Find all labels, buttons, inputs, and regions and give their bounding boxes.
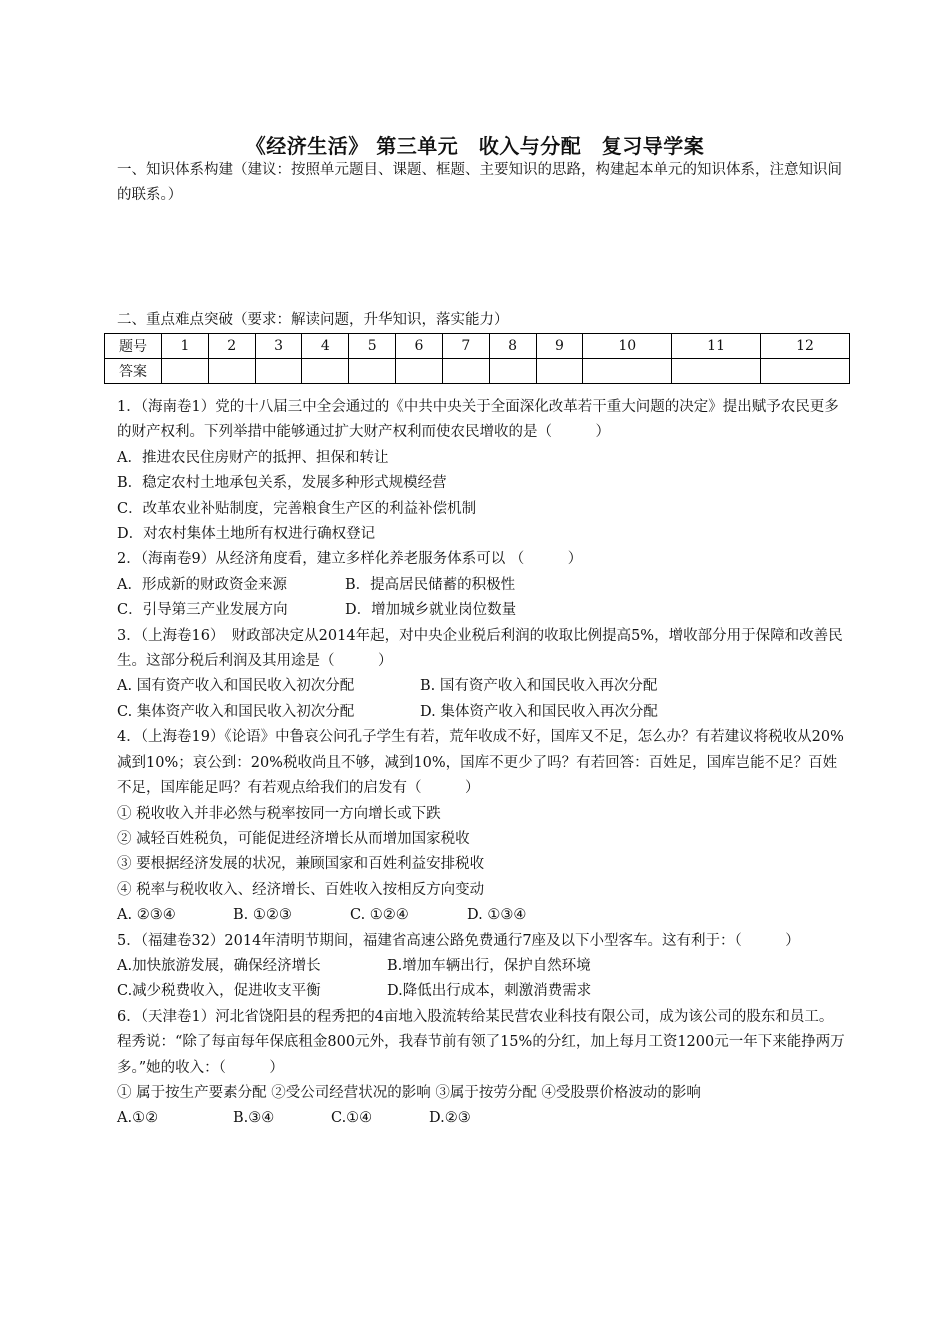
question-number-cell: 5 bbox=[349, 334, 396, 359]
questions bbox=[117, 395, 845, 1132]
question-2-option: B．提高居民储蓄的积极性 bbox=[345, 576, 516, 593]
question-3-option: D. 集体资产收入和国民收入再次分配 bbox=[420, 703, 658, 720]
question-4-choice: A. ②③④ bbox=[117, 907, 176, 924]
question-6-choice: C.①④ bbox=[331, 1110, 373, 1127]
question-2-options-row bbox=[117, 598, 845, 623]
question-number-cell: 6 bbox=[396, 334, 443, 359]
question-1-stem: 1．（海南卷1）党的十八届三中全会通过的《中共中央关于全面深化改革若干重大问题的决定》提出赋予农民更多的财产权利。下列举措中能够通过扩大财产权利而使农民增收的是（ ） bbox=[117, 399, 839, 441]
question-4-choice: C. ①②④ bbox=[350, 907, 409, 924]
question-5-option: C.减少税费收入，促进收支平衡 bbox=[117, 983, 321, 1000]
question-1-option: C．改革农业补贴制度，完善粮食生产区的利益补偿机制 bbox=[117, 500, 477, 517]
answer-cell[interactable] bbox=[302, 359, 349, 384]
question-number-cell: 7 bbox=[442, 334, 489, 359]
answer-cell[interactable] bbox=[536, 359, 583, 384]
question-4-statement: ④ 税率与税收收入、经济增长、百姓收入按相反方向变动 bbox=[117, 881, 485, 898]
question-5-options-row bbox=[117, 954, 845, 979]
question-number-label: 题号 bbox=[105, 334, 162, 359]
answer-table-answer-row bbox=[105, 359, 850, 384]
answer-table-number-row bbox=[105, 334, 850, 359]
answer-cell[interactable] bbox=[672, 359, 761, 384]
question-2-option: A．形成新的财政资金来源 bbox=[117, 576, 287, 593]
question-4-choices bbox=[117, 903, 845, 928]
answer-cell[interactable] bbox=[349, 359, 396, 384]
answer-cell[interactable] bbox=[761, 359, 850, 384]
answer-label: 答案 bbox=[105, 359, 162, 384]
question-2-options-row bbox=[117, 573, 845, 598]
question-2-option: D．增加城乡就业岗位数量 bbox=[345, 602, 517, 619]
question-3-option: B. 国有资产收入和国民收入再次分配 bbox=[420, 678, 658, 695]
question-4-choice: B. ①②③ bbox=[233, 907, 292, 924]
question-5-option: D.降低出行成本，刺激消费需求 bbox=[387, 983, 592, 1000]
question-number-cell: 10 bbox=[583, 334, 672, 359]
answer-cell[interactable] bbox=[208, 359, 255, 384]
answer-cell[interactable] bbox=[162, 359, 209, 384]
question-6-stem: 6．（天津卷1）河北省饶阳县的程秀把的4亩地入股流转给某民营农业科技有限公司，成为该公司的股东和员工。程秀说：“除了每亩每年保底租金800元外，我春节前有领了15%的分红，加上每月工资1200元一年下来能挣两万多。”她的收入：（ ） bbox=[117, 1008, 845, 1076]
answer-cell[interactable] bbox=[255, 359, 302, 384]
answer-cell[interactable] bbox=[489, 359, 536, 384]
question-number-cell: 9 bbox=[536, 334, 583, 359]
question-3-options-row bbox=[117, 674, 845, 699]
question-4-choice: D. ①③④ bbox=[467, 907, 527, 924]
section-knowledge-system: 一、知识体系构建（建议：按照单元题目、课题、框题、主要知识的思路，构建起本单元的知识体系，注意知识间的联系。） bbox=[117, 162, 842, 203]
question-number-cell: 4 bbox=[302, 334, 349, 359]
question-6-choice: B.③④ bbox=[233, 1110, 275, 1127]
question-1-option: B．稳定农村土地承包关系，发展多种形式规模经营 bbox=[117, 475, 447, 492]
question-1-option: D．对农村集体土地所有权进行确权登记 bbox=[117, 526, 376, 543]
question-number-cell: 11 bbox=[672, 334, 761, 359]
question-3-stem: 3．（上海卷16） 财政部决定从2014年起，对中央企业税后利润的收取比例提高5%，增收部分用于保障和改善民生。这部分税后利润及其用途是（ ） bbox=[117, 627, 843, 670]
question-6-choice: A.①② bbox=[117, 1110, 159, 1127]
question-5-option: A.加快旅游发展，确保经济增长 bbox=[117, 957, 321, 974]
answer-table bbox=[104, 333, 850, 384]
question-3-options-row bbox=[117, 700, 845, 725]
answer-cell[interactable] bbox=[442, 359, 489, 384]
question-number-cell: 3 bbox=[255, 334, 302, 359]
question-number-cell: 1 bbox=[162, 334, 209, 359]
question-number-cell: 12 bbox=[761, 334, 850, 359]
question-number-cell: 2 bbox=[208, 334, 255, 359]
question-4-statement: ① 税收收入并非必然与税率按同一方向增长或下跌 bbox=[117, 805, 441, 822]
question-5-options-row bbox=[117, 979, 845, 1004]
question-3-option: A. 国有资产收入和国民收入初次分配 bbox=[117, 678, 355, 695]
question-5-option: B.增加车辆出行，保护自然环境 bbox=[387, 957, 591, 974]
question-3-option: C. 集体资产收入和国民收入初次分配 bbox=[117, 703, 355, 720]
question-1-option: A．推进农民住房财产的抵押、担保和转让 bbox=[117, 449, 389, 466]
question-6-choices bbox=[117, 1106, 845, 1131]
document-title: 《经济生活》 第三单元 收入与分配 复习导学案 bbox=[245, 134, 705, 158]
question-6-statement: ① 属于按生产要素分配 ②受公司经营状况的影响 ③属于按劳分配 ④受股票价格波动的影响 bbox=[117, 1084, 701, 1101]
question-4-statement: ③ 要根据经济发展的状况，兼顾国家和百姓利益安排税收 bbox=[117, 856, 485, 873]
question-4-statement: ② 减轻百姓税负，可能促进经济增长从而增加国家税收 bbox=[117, 830, 470, 847]
question-6-choice: D.②③ bbox=[429, 1110, 471, 1127]
question-number-cell: 8 bbox=[489, 334, 536, 359]
answer-cell[interactable] bbox=[396, 359, 443, 384]
question-4-stem: 4．（上海卷19）《论语》中鲁哀公问孔子学生有若，荒年收成不好，国库又不足，怎么办？有若建议将税收从20%减到10%；哀公到：20%税收尚且不够，减到10%，国库不更少了吗？有若回答：百姓足，国库岂能不足？百姓不足，国库能足吗？有若观点给我们的启发有（ ） bbox=[117, 729, 844, 797]
answer-cell[interactable] bbox=[583, 359, 672, 384]
section-key-points: 二、重点难点突破（要求：解读问题，升华知识，落实能力） bbox=[117, 312, 509, 328]
question-2-stem: 2．（海南卷9）从经济角度看，建立多样化养老服务体系可以 （ ） bbox=[117, 551, 583, 568]
question-2-option: C．引导第三产业发展方向 bbox=[117, 602, 288, 619]
question-5-stem: 5．（福建卷32）2014年清明节期间，福建省高速公路免费通行7座及以下小型客车。这有利于：（ ） bbox=[117, 932, 800, 949]
